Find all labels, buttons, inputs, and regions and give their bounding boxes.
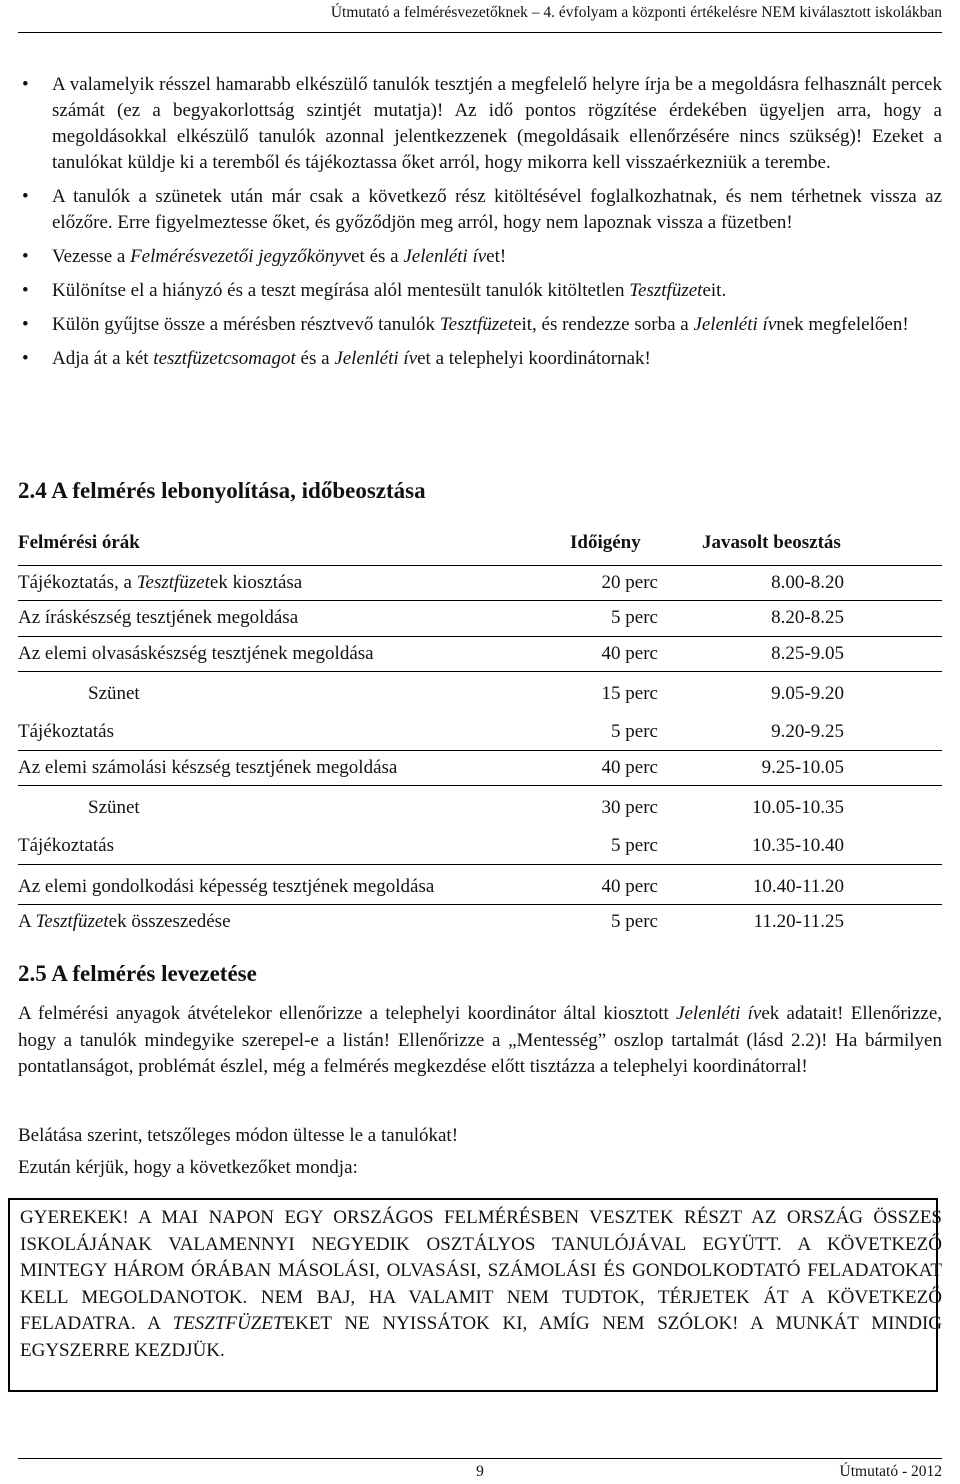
bullet-item: • A valamelyik résszel hamarabb elkészülő tanulók tesztjén a megfelelő helyre írja be a megoldásra felhasznált percek számát (ez a begyakorlottság szintjét mutatja)! Az idő pontos rögzítése érdekében ügyeljen arra, hogy a megoldásokkal elkészülő tanulók azonnal jelentkezzenek (megoldásaik ellenőrzésére nincs szükség)! Ezeket a tanulókat küldje ki a teremből és tájékoztassa őket arról, hogy mikorra kell visszaérkezniük a terembe.	[22, 74, 942, 173]
running-header: Útmutató a felmérésvezetőknek – 4. évfolyam a központi értékelésre NEM kiválasztott iskolákban	[330, 4, 942, 21]
activity-cell: Tájékoztatás	[18, 721, 115, 742]
bullet-item: • Vezesse a Felmérésvezetői jegyzőkönyvet és a Jelenléti ívet!	[18, 244, 942, 270]
slot-cell: 8.25-9.05	[771, 643, 844, 664]
footer-label: Útmutató - 2012	[839, 1463, 942, 1480]
table-row	[18, 797, 942, 825]
activity-cell: Az elemi gondolkodási képesség tesztjének megoldása	[18, 876, 435, 897]
paragraph-checks: A felmérési anyagok átvételekor ellenőrizze a telephelyi koordinátor által kiosztott Jelenléti ívek adatait! Ellenőrizze, hogy a tanulók mindegyike szerepel-e a listán! Ellenőrizze a „Mentesség” oszlop tartalmát (lásd 2.2)! Ha bármilyen pontatlanságot, problémát észlel, még a felmérés megkezdése előtt tisztázza a telephelyi koordinátorral!	[18, 1003, 942, 1077]
table-divider	[18, 671, 942, 672]
header-divider	[18, 32, 942, 33]
bullet-dot-icon: •	[22, 74, 29, 95]
table-divider	[18, 785, 942, 786]
header-cell-slot: Javasolt beosztás	[702, 532, 841, 553]
bullet-dot-icon: •	[22, 348, 29, 369]
slot-cell: 10.35-10.40	[752, 835, 844, 856]
activity-cell: Szünet	[88, 797, 140, 818]
speech-text: GYEREKEK! A MAI NAPON EGY ORSZÁGOS FELMÉRÉSBEN VESZTEK RÉSZT AZ ORSZÁG ÖSSZES ISKOLÁJÁNAK VALAMENNYI NEGYEDIK OSZTÁLYOS TANULÓJÁVAL EGYÜTT. A KÖVETKEZŐ MINTEGY HÁROM ÓRÁBAN MÁSOLÁSI, OLVASÁSI, SZÁMOLÁSI ÉS GONDOLKODTATÓ FELADATOKAT KELL MEGOLDANOTOK. NEM BAJ, HA VALAMIT NEM TUDTOK, TÉRJETEK ÁT A KÖVETKEZŐ FELADATRA. A TESZTFÜZETEKET NE NYISSÁTOK KI, AMÍG NEM SZÓLOK! A MUNKÁT MINDIG EGYSZERRE KEZDJÜK.	[20, 1207, 942, 1361]
activity-cell: Az elemi olvasáskészség tesztjének megoldása	[18, 643, 374, 664]
instruction-bullet-list	[18, 72, 942, 380]
duration-cell: 15 perc	[601, 683, 658, 704]
bullet-dot-icon: •	[22, 186, 29, 207]
bullet-item: • Adja át a két tesztfüzetcsomagot és a Jelenléti ívet a telephelyi koordinátornak!	[18, 346, 942, 372]
table-row	[18, 643, 942, 671]
table-row	[18, 721, 942, 749]
duration-cell: 5 perc	[611, 607, 658, 628]
duration-cell: 30 perc	[601, 797, 658, 818]
duration-cell: 5 perc	[611, 835, 658, 856]
slot-cell: 10.40-11.20	[752, 876, 844, 897]
slot-cell: 8.20-8.25	[771, 607, 844, 628]
duration-cell: 5 perc	[611, 721, 658, 742]
slot-cell: 11.20-11.25	[753, 911, 844, 932]
activity-cell: A Tesztfüzetek összeszedése	[18, 911, 231, 932]
activity-cell: Tájékoztatás, a Tesztfüzetek kiosztása	[18, 572, 303, 593]
bullet-item: • Külön gyűjtse össze a mérésben résztvevő tanulók Tesztfüzeteit, és rendezze sorba a Jelenléti ívnek megfelelően!	[18, 312, 942, 338]
table-divider	[18, 600, 942, 601]
bullet-dot-icon: •	[22, 280, 29, 301]
slot-cell: 10.05-10.35	[752, 797, 844, 818]
activity-cell: Az elemi számolási készség tesztjének megoldása	[18, 757, 398, 778]
table-row	[18, 835, 942, 863]
bullet-dot-icon: •	[22, 314, 29, 335]
duration-cell: 40 perc	[601, 757, 658, 778]
bullet-dot-icon: •	[22, 246, 29, 267]
table-divider	[18, 636, 942, 637]
activity-cell: Az íráskészség tesztjének megoldása	[18, 607, 299, 628]
slot-cell: 9.20-9.25	[771, 721, 844, 742]
table-divider	[18, 750, 942, 751]
duration-cell: 40 perc	[601, 876, 658, 897]
table-row	[18, 757, 942, 785]
bullet-item: • Különítse el a hiányzó és a teszt megírása alól mentesült tanulók kitöltetlen Tesztfüzeteit.	[18, 278, 942, 304]
activity-cell: Tájékoztatás	[18, 835, 115, 856]
header-cell-hours: Felmérési órák	[18, 532, 140, 553]
header-cell-duration: Időigény	[570, 532, 641, 553]
table-divider	[18, 864, 942, 865]
slot-cell: 9.25-10.05	[761, 757, 844, 778]
table-divider	[18, 565, 942, 566]
duration-cell: 20 perc	[601, 572, 658, 593]
table-divider	[18, 904, 942, 905]
table-row	[18, 911, 942, 939]
duration-cell: 5 perc	[611, 911, 658, 932]
slot-cell: 9.05-9.20	[771, 683, 844, 704]
activity-cell: Szünet	[88, 683, 140, 704]
paragraph-instruction: Ezután kérjük, hogy a következőket mondja:	[18, 1157, 358, 1178]
section-heading-conduct: 2.5 A felmérés levezetése	[18, 961, 257, 986]
section-heading-schedule: 2.4 A felmérés lebonyolítása, időbeosztása	[18, 478, 426, 503]
paragraph-seating: Belátása szerint, tetszőleges módon ültesse le a tanulókat!	[18, 1125, 459, 1146]
table-row	[18, 607, 942, 635]
footer-divider	[18, 1458, 942, 1459]
table-row	[18, 876, 942, 904]
table-row	[18, 572, 942, 600]
bullet-item: • A tanulók a szünetek után már csak a következő rész kitöltésével foglalkozhatnak, és nem térhetnek vissza az előzőre. Erre figyelmeztesse őket, és győződjön meg arról, hogy nem lapoznak vissza a füzetben!	[22, 186, 942, 233]
page-number: 9	[476, 1463, 484, 1480]
duration-cell: 40 perc	[601, 643, 658, 664]
table-row	[18, 683, 942, 711]
slot-cell: 8.00-8.20	[771, 572, 844, 593]
schedule-table-header	[18, 532, 942, 560]
